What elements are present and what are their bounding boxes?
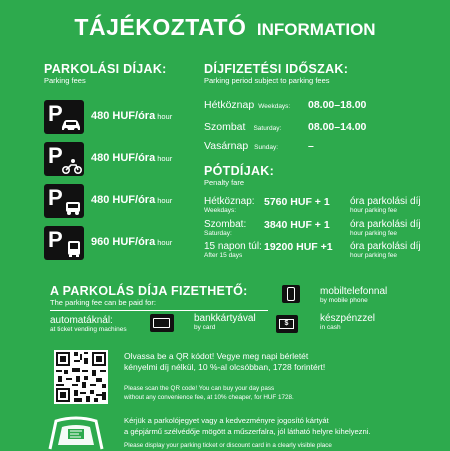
pay-card-label: bankkártyával — [194, 313, 256, 324]
footer-text-hu — [124, 416, 371, 437]
fee-price: 960 HUF/óra — [91, 236, 156, 248]
penalty-row — [204, 196, 450, 218]
penalty-label-en: After 15 days — [204, 252, 243, 259]
pay-mobile — [320, 286, 387, 304]
mobile-phone-icon — [282, 285, 300, 303]
penalty-unit-en: hour parking fee — [350, 252, 397, 259]
fees-heading: PARKOLÁSI DÍJAK: — [44, 62, 167, 76]
period-day-en: Saturday: — [253, 125, 282, 132]
motorcycle-icon — [62, 158, 82, 174]
cash-icon: $ — [276, 315, 298, 333]
penalty-amount: 19200 HUF +1 — [264, 241, 333, 253]
fee-row-van — [44, 184, 194, 220]
qr-en-line-2: without any convenience fee, at 10% cheaper, for HUF 1728. — [124, 394, 294, 401]
fee-unit: hour — [157, 112, 173, 121]
penalty-subheading: Penalty fare — [204, 178, 245, 187]
period-subheading: Parking period subject to parking fees — [204, 76, 330, 85]
penalty-unit: óra parkolási díj — [350, 219, 421, 230]
qr-text-en — [124, 384, 294, 402]
penalty-label: 15 napon túl: — [204, 241, 262, 252]
period-day-en: Sunday: — [254, 144, 279, 151]
period-day: Hétköznap — [204, 99, 255, 111]
penalty-unit-en: hour parking fee — [350, 230, 397, 237]
fee-unit: hour — [157, 154, 173, 163]
title-hu: TÁJÉKOZTATÓ — [74, 14, 247, 40]
period-day-en: Weekdays: — [258, 103, 291, 110]
fee-price: 480 HUF/óra — [91, 194, 156, 206]
pay-machine-label: automatáknál: — [50, 315, 113, 326]
pay-cash-en: in cash — [320, 324, 341, 331]
fee-unit: hour — [157, 196, 173, 205]
penalty-row — [204, 241, 450, 263]
van-icon — [64, 200, 82, 216]
penalty-label: Szombat: — [204, 219, 247, 230]
parking-sign: P — [44, 142, 84, 176]
period-heading: DÍJFIZETÉSI IDŐSZAK: — [204, 62, 349, 76]
pay-card — [194, 313, 256, 331]
payment-heading: A PARKOLÁS DÍJA FIZETHETŐ: — [50, 284, 248, 298]
period-row — [204, 140, 394, 154]
period-time: 08.00–14.00 — [308, 121, 367, 133]
pay-mobile-en: by mobile phone — [320, 297, 368, 304]
fee-row-bus — [44, 226, 194, 262]
parking-sign: P — [44, 100, 84, 134]
fee-price: 480 HUF/óra — [91, 152, 156, 164]
fees-subheading: Parking fees — [44, 76, 86, 85]
fee-row-motorcycle — [44, 142, 194, 178]
pay-cash — [320, 313, 375, 331]
windshield-icon — [46, 415, 106, 451]
period-row — [204, 99, 394, 113]
fee-row-car — [44, 100, 194, 136]
pay-cash-label: készpénzzel — [320, 313, 376, 324]
period-time: 08.00–18.00 — [308, 99, 367, 111]
penalty-amount: 5760 HUF + 1 — [264, 196, 330, 208]
pay-card-en: by card — [194, 324, 216, 331]
period-day: Szombat — [204, 121, 246, 133]
penalty-unit: óra parkolási díj — [350, 196, 421, 207]
parking-sign: P — [44, 184, 84, 218]
penalty-amount: 3840 HUF + 1 — [264, 219, 330, 231]
page-title — [0, 14, 450, 41]
qr-code-image — [54, 350, 108, 404]
period-day: Vasárnap — [204, 140, 249, 152]
pay-mobile-label: mobiltelefonnal — [320, 286, 388, 297]
period-row — [204, 121, 394, 135]
pay-machine — [50, 315, 127, 333]
credit-card-icon — [150, 314, 174, 332]
footer-line-2: a gépjármű szélvédője mögött a műszerfalra, jól látható helyre kihelyezni. — [124, 426, 371, 436]
penalty-label-en: Saturday: — [204, 230, 232, 237]
fee-unit: hour — [157, 238, 173, 247]
penalty-row — [204, 219, 450, 241]
qr-line-1: Olvassa be a QR kódot! Vegye meg napi bérletét — [124, 351, 309, 361]
payment-subheading: The parking fee can be paid for: — [50, 298, 156, 307]
fee-price: 480 HUF/óra — [91, 110, 156, 122]
qr-text-hu — [124, 351, 325, 373]
footer-line-1: Kérjük a parkolójegyet vagy a kedvezményre jogosító kártyát — [124, 416, 329, 425]
divider — [50, 310, 268, 311]
bus-icon — [66, 240, 82, 258]
qr-line-2: kényelmi díj nélkül, 10 %-al olcsóbban, 1728 forintért! — [124, 362, 326, 372]
qr-en-line-1: Please scan the QR code! You can buy your day pass — [124, 385, 275, 392]
penalty-heading: PÓTDÍJAK: — [204, 164, 275, 178]
parking-sign: P — [44, 226, 84, 260]
footer-text-en: Please display your parking ticket or discount card in a clearly visible place — [124, 442, 332, 449]
penalty-label-en: Weekdays: — [204, 207, 237, 214]
pay-machine-en: at ticket vending machines — [50, 326, 127, 333]
qr-code[interactable] — [54, 350, 108, 404]
penalty-unit: óra parkolási díj — [350, 241, 421, 252]
penalty-unit-en: hour parking fee — [350, 207, 397, 214]
car-icon — [60, 118, 82, 132]
penalty-label: Hétköznap: — [204, 196, 255, 207]
title-en: INFORMATION — [256, 20, 376, 39]
period-time: – — [308, 140, 314, 152]
